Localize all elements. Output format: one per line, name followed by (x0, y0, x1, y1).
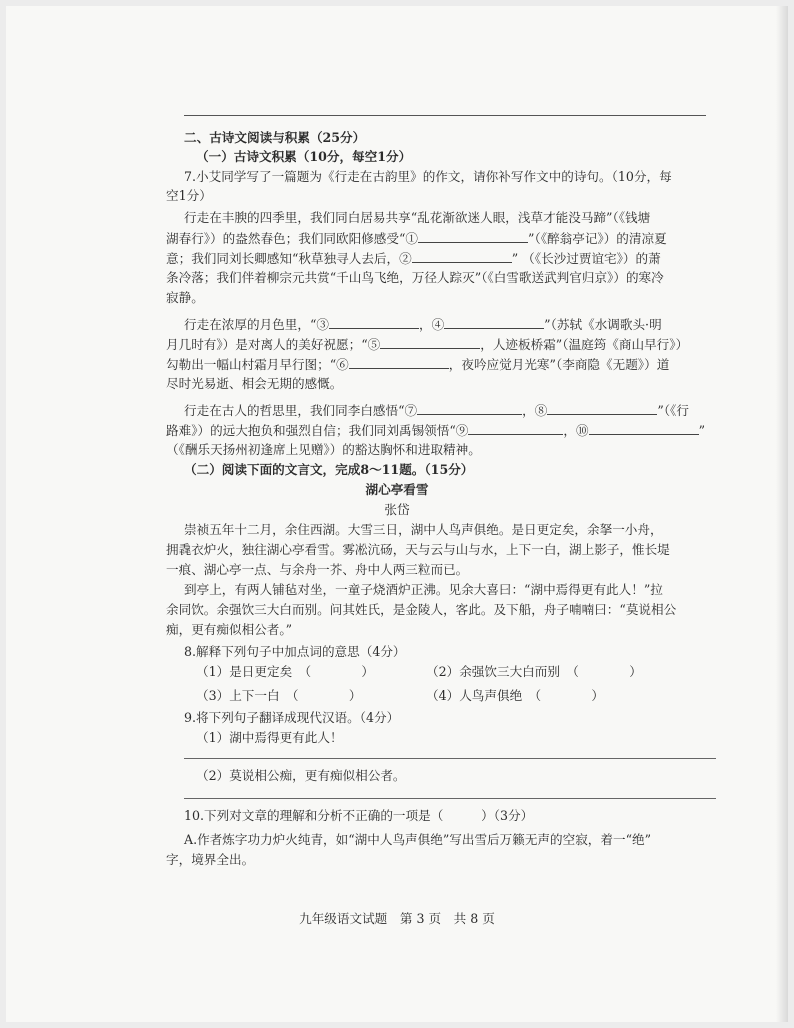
q9-title: 9.将下列句子翻译成现代汉语。（4分） (184, 710, 400, 725)
p2-line-3: 勾勒出一幅山村霜月早行图；“⑥ ，夜吟应觉月光寒”（李商隐《无题》）道 (166, 357, 670, 372)
q9-answer-line-2[interactable] (184, 798, 716, 799)
p3-line-3: （《酬乐天扬州初逢席上见赠》）的豁达胸怀和进取精神。 (166, 442, 481, 457)
part2-title: （二）阅读下面的文言文，完成8～11题。（15分） (184, 462, 474, 477)
essay-para1-line-1: 崇祯五年十二月，余住西湖。大雪三日，湖中人鸟声俱绝。是日更定矣，余拏一小舟， (184, 522, 663, 537)
blank-8[interactable] (547, 402, 657, 415)
q9-answer-line-1[interactable] (184, 758, 716, 759)
p1-line-4: 条冷落；我们伴着柳宗元共赏“千山鸟飞绝，万径人踪灭”（《白雪歌送武判官归京》）的寒冷 (166, 270, 664, 285)
q7-line-1: 7.小艾同学写了一篇题为《行走在古韵里》的作文，请你补写作文中的诗句。（10分，每 (184, 169, 672, 184)
blank-1[interactable] (418, 230, 528, 243)
q9-sentence-1: （1）湖中焉得更有此人！ (196, 730, 343, 745)
top-rule (184, 115, 706, 116)
q8-title: 8.解释下列句子中加点词的意思（4分） (184, 644, 406, 659)
blank-10[interactable] (589, 422, 699, 435)
q7-line-2: 空1分） (166, 188, 212, 203)
p3-line-1: 行走在古人的哲思里，我们同李白感悟“⑦ ，⑧ ”（《行 (184, 403, 689, 418)
essay-para2-line-2: 余同饮。余强饮三大白而别。问其姓氏，是金陵人，客此。及下船，舟子喃喃曰：“莫说相公 (166, 602, 677, 617)
p2-line-2: 月几时有》）是对离人的美好祝愿；“⑤ ，人迹板桥霜”（温庭筠《商山早行》） (166, 337, 689, 352)
essay-para1-line-3: 一痕、湖心亭一点、与余舟一芥、舟中人两三粒而已。 (166, 562, 469, 577)
blank-2[interactable] (412, 250, 512, 263)
blank-6[interactable] (349, 356, 449, 369)
essay-author: 张岱 (384, 502, 410, 517)
q10-title: 10.下列对文章的理解和分析不正确的一项是（ ）（3分） (184, 808, 534, 823)
blank-4[interactable] (444, 316, 544, 329)
p2-line-4: 尽时光易逝、相会无期的感慨。 (166, 376, 343, 391)
p1-line-2: 湖春行》）的盎然春色；我们同欧阳修感受“① ”（《醉翁亭记》）的清凉夏 (166, 231, 667, 246)
q8-item-2: （2）余强饮三大白而别 （ ） (426, 664, 642, 679)
p3-line-2: 路难》）的远大抱负和强烈自信；我们同刘禹锡领悟“⑨ ，⑩ ” (166, 423, 706, 438)
q8-item-1: （1）是日更定矣 （ ） (196, 664, 375, 679)
blank-3[interactable] (329, 316, 419, 329)
blank-7[interactable] (417, 402, 522, 415)
section-title: 二、古诗文阅读与积累（25分） (184, 130, 366, 145)
essay-para2-line-1: 到亭上，有两人铺毡对坐，一童子烧酒炉正沸。见余大喜曰：“湖中焉得更有此人！”拉 (184, 582, 663, 597)
part1-title: （一）古诗文积累（10分，每空1分） (196, 149, 412, 164)
p1-line-3: 意；我们同刘长卿感知“秋草独寻人去后，② ” （《长沙过贾谊宅》）的萧 (166, 251, 661, 266)
q10-option-a-line-1: A.作者炼字功力炉火纯青，如“湖中人鸟声俱绝”写出雪后万籁无声的空寂，着一“绝” (184, 832, 652, 847)
q9-sentence-2: （2）莫说相公痴，更有痴似相公者。 (196, 768, 406, 783)
page-footer: 九年级语文试题 第 3 页 共 8 页 (299, 911, 495, 926)
p2-line-1: 行走在浓厚的月色里，“③ ，④ ”（苏轼《水调歌头·明 (184, 317, 662, 332)
exam-page (6, 6, 788, 1022)
essay-para2-line-3: 痴，更有痴似相公者。” (166, 622, 293, 637)
q8-item-4: （4）人鸟声俱绝 （ ） (426, 688, 605, 703)
q8-item-3: （3）上下一白 （ ） (196, 688, 362, 703)
essay-title: 湖心亭看雪 (365, 482, 429, 497)
blank-5[interactable] (380, 336, 480, 349)
blank-9[interactable] (468, 422, 563, 435)
p1-line-5: 寂静。 (166, 290, 204, 305)
q10-option-a-line-2: 字，境界全出。 (166, 852, 255, 867)
essay-para1-line-2: 拥毳衣炉火，独往湖心亭看雪。雾凇沆砀，天与云与山与水，上下一白，湖上影子，惟长堤 (166, 542, 670, 557)
p1-line-1: 行走在丰腴的四季里，我们同白居易共享“乱花渐欲迷人眼，浅草才能没马蹄”（《钱塘 (184, 210, 651, 225)
